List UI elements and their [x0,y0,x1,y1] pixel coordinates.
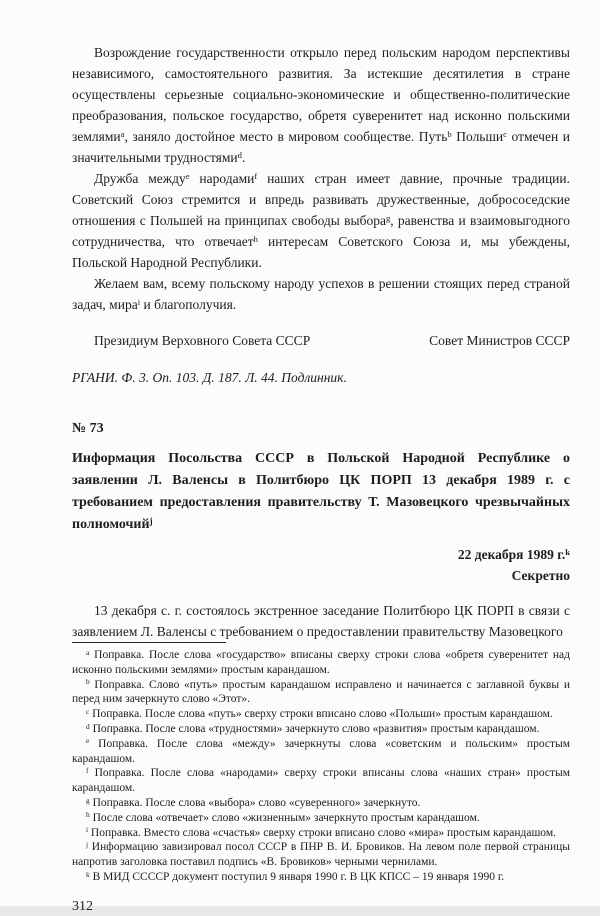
classification-label: Секретно [511,568,570,583]
footnote-item: $^b$ Поправка. Слово «путь» простым карандашом исправлено и начинается с заглавной буквы и перед ним зачеркнуто слово «Этот». [72,677,570,706]
footnote-marker: f [86,766,89,776]
footnote-marker: d [237,150,242,161]
footnote-marker: g [385,213,391,224]
signature-left: Президиум Верховного Совета СССР [94,333,311,348]
document-body-paragraph: 13 декабря с. г. состоялось экстренное заседание Политбюро ЦК ПОРП в связи с заявлением Л. Валенсы с требованием о предоставлении правительству Мазовецкого [72,603,570,639]
footnote-separator [72,642,226,643]
page-number: 312 [72,898,93,914]
intro-paragraph-1: Возрождение государственности открыло перед польским народом перспективы независимого, самостоятельного развития. За истекшие десятилетия в стране осуществлены серьезные социально-экономические и общественно-политические преобразования, польское государство, обретя суверенитет над исконно польскими землями$^a$, заняло достойное место в мировом сообществе. Путь$^b$ Польши$^c$ отмечен и значительными трудностями$^d$. [72,45,570,165]
footnote-marker: c [86,706,90,716]
document-date: 22 декабря 1989 г.$^k$ [457,547,570,562]
footnote-marker: a [120,129,125,140]
footnote-marker: g [86,795,90,805]
footnotes-section [72,642,570,885]
footnote-marker: k [565,547,570,558]
footnote-item: $^c$ Поправка. После слова «путь» сверху строки вписано слово «Польши» простым карандашом. [86,706,553,721]
signature-row [72,330,570,351]
footnote-item: $^k$ В МИД ССССР документ поступил 9 января 1990 г. В ЦК КПСС – 19 января 1990 г. [86,869,505,883]
footnote-marker: i [86,825,89,835]
footnote-item: $^f$ Поправка. После слова «народами» сверху строки вписаны слова «наших стран» простым карандашом. [72,766,570,795]
footnote-marker: f [254,171,258,182]
footnote-marker: c [503,129,507,140]
footnote-marker: j [86,840,89,850]
intro-paragraph-2: Дружба между$^e$ народами$^f$ наших стран имеет давние, прочные традиции. Советский Союз стремится и впредь развивать дружественные, добрососедские отношения с Польшей на принципах свободы выбора$^g$, равенства и взаимовыгодного сотрудничества, что отвечает$^h$ интересам Советского Союза и, мы убеждены, Польской Народной Республики. [72,171,571,270]
footnote-marker: e [185,171,190,182]
footnote-item: $^e$ Поправка. После слова «между» зачеркнуты слова «советским и польским» простым карандашом. [72,736,570,765]
archive-reference: РГАНИ. Ф. 3. Оп. 103. Д. 187. Л. 44. Подлинник. [72,370,347,385]
footnote-marker: h [253,234,258,245]
footnote-marker: i [137,297,141,308]
footnote-item: $^h$ После слова «отвечает» слово «жизненным» зачеркнуто простым карандашом. [86,810,480,824]
footnote-marker: k [86,869,90,879]
document-intro [72,42,570,315]
intro-paragraph-3: Желаем вам, всему польскому народу успехов в решении стоящих перед страной задач, мира$^i$ и благополучия. [72,276,570,312]
footnote-item: $^i$ Поправка. Вместо слова «счастья» сверху строки вписано слово «мира» простым карандашом. [86,825,556,839]
footnote-marker: a [86,647,90,657]
footnote-item: $^d$ Поправка. После слова «трудностями» зачеркнуто слово «развития» простым карандашом. [86,721,540,735]
document-number: № 73 [72,421,104,436]
footnote-item: $^a$ Поправка. После слова «государство» вписаны сверху строки слова «обретя суверенитет над исконно польскими землями» простым карандашом. [72,647,570,676]
footnote-item: $^g$ Поправка. После слова «выбора» слово «суверенного» зачеркнуто. [86,795,421,809]
document-dateline [72,544,570,586]
footnote-marker: d [86,721,90,731]
footnote-marker: b [447,129,452,140]
footnote-list [72,648,570,885]
document-title: Информация Посольства СССР в Польской Народной Республике о заявлении Л. Валенсы в Политбюро ЦК ПОРП 13 декабря 1989 г. с требованием предоставления правительству Т. Мазовецкого чрезвычайных полномочий$^j$ [72,451,570,532]
signature-right: Совет Министров СССР [429,333,570,348]
footnote-marker: j [149,515,153,526]
footnote-marker: e [86,736,90,746]
footnote-item: $^j$ Информацию завизировал посол СССР в ПНР В. И. Бровиков. На левом поле первой страницы напротив заголовка поставил подпись «В. Бровиков» черными чернилами. [72,840,570,869]
footnote-marker: b [86,677,90,687]
footnote-marker: h [86,810,90,820]
